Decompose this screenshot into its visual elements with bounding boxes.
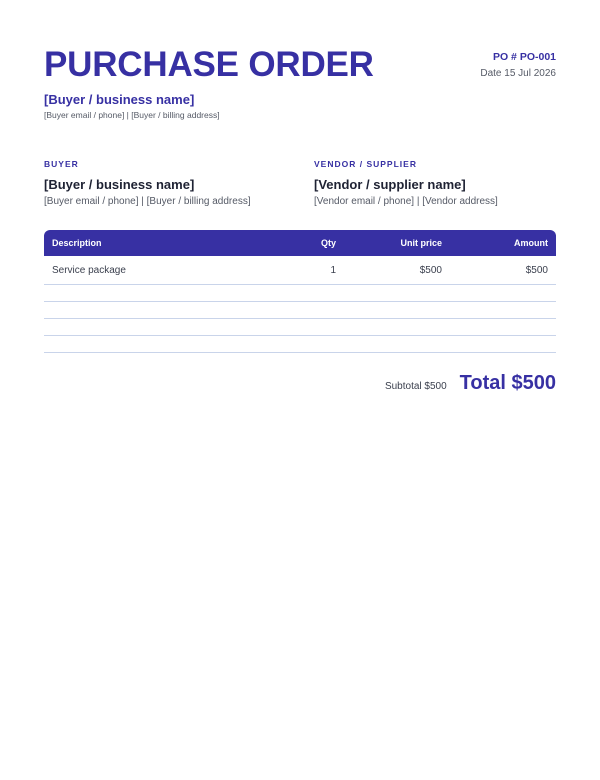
table-row bbox=[44, 256, 556, 285]
buyer-contact: [Buyer email / phone] | [Buyer / billing address] bbox=[44, 196, 251, 207]
cell-description: Service package bbox=[52, 264, 126, 276]
cell-amount: $500 bbox=[525, 264, 548, 276]
po-meta bbox=[480, 51, 556, 80]
table-header bbox=[44, 230, 556, 256]
purchase-order-page bbox=[44, 0, 556, 780]
vendor-section bbox=[314, 158, 564, 208]
column-header-unit-price: Unit price bbox=[400, 238, 442, 248]
table-row bbox=[44, 285, 556, 302]
grand-total: Total $500 bbox=[459, 372, 556, 394]
buyer-section bbox=[44, 158, 294, 208]
po-date: Date 15 Jul 2026 bbox=[480, 68, 556, 79]
cell-qty: 1 bbox=[330, 264, 336, 276]
buyer-name: [Buyer / business name] bbox=[44, 177, 195, 192]
column-header-description: Description bbox=[52, 238, 102, 248]
line-items-table bbox=[44, 230, 556, 353]
vendor-label: VENDOR / SUPPLIER bbox=[314, 159, 417, 169]
header-buyer-contact: [Buyer email / phone] | [Buyer / billing address] bbox=[44, 110, 220, 120]
buyer-label: BUYER bbox=[44, 159, 79, 169]
po-number: PO # PO-001 bbox=[492, 51, 556, 63]
cell-unit-price: $500 bbox=[419, 264, 442, 276]
table-row bbox=[44, 302, 556, 319]
vendor-contact: [Vendor email / phone] | [Vendor address] bbox=[314, 196, 498, 207]
subtotal: Subtotal $500 bbox=[384, 381, 447, 392]
table-row bbox=[44, 319, 556, 336]
table-row bbox=[44, 336, 556, 353]
column-header-qty: Qty bbox=[320, 238, 336, 248]
header-buyer-name: [Buyer / business name] bbox=[44, 92, 195, 107]
vendor-name: [Vendor / supplier name] bbox=[314, 177, 466, 192]
totals bbox=[385, 372, 556, 395]
column-header-amount: Amount bbox=[514, 238, 548, 248]
page-title: PURCHASE ORDER bbox=[44, 45, 374, 84]
